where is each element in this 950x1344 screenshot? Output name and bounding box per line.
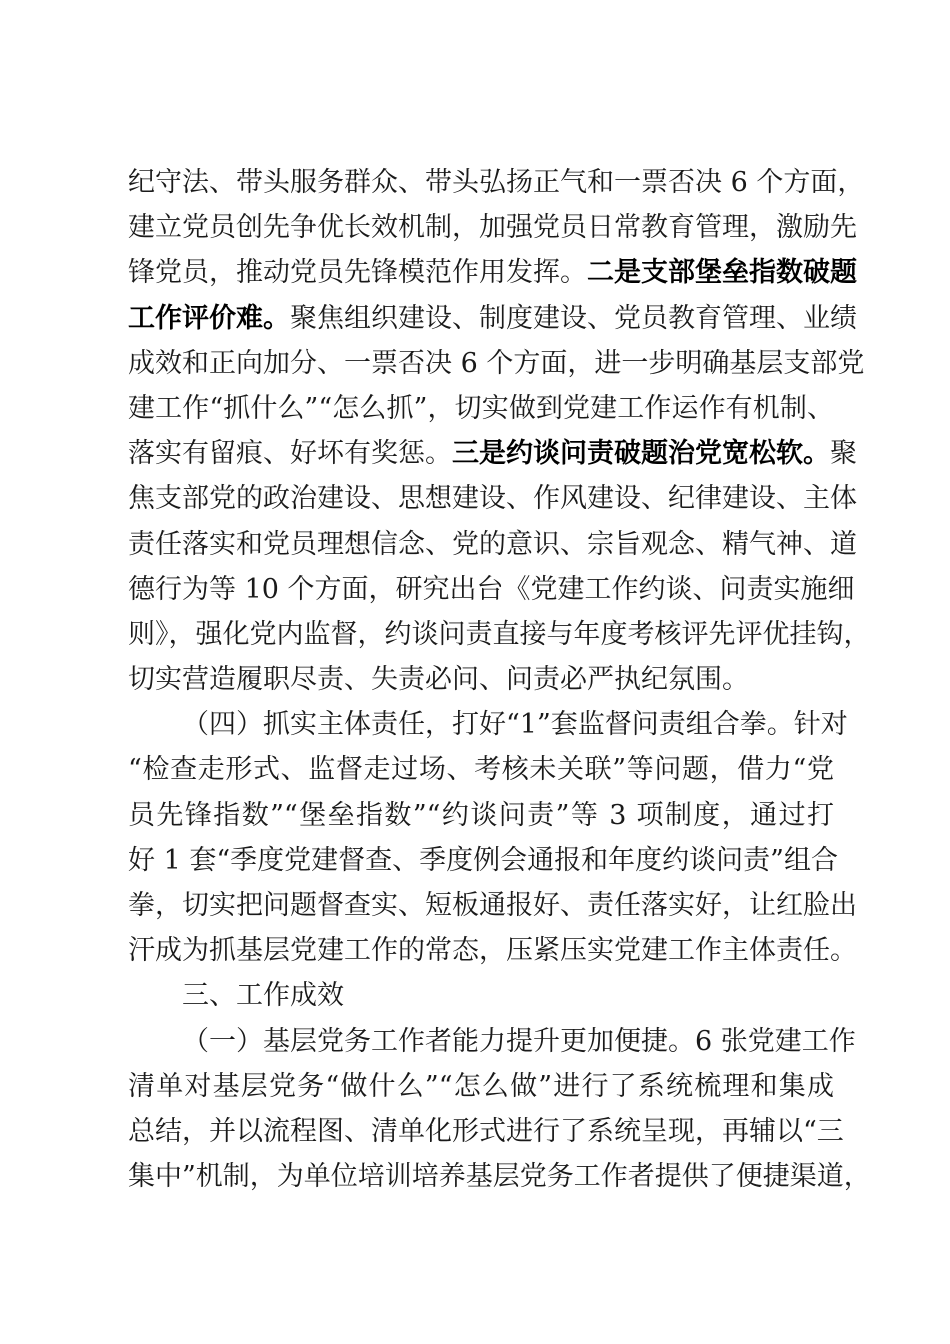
text-line bbox=[128, 431, 857, 476]
body-text: 落实有留痕、好坏有奖惩。 bbox=[128, 438, 452, 470]
body-text: 锋党员，推动党员先锋模范作用发挥。 bbox=[128, 257, 587, 289]
body-text: 聚焦组织建设、制度建设、党员教育管理、业绩 bbox=[290, 302, 857, 334]
text-line bbox=[128, 973, 834, 1018]
text-line bbox=[128, 341, 865, 386]
text-line bbox=[128, 1019, 856, 1064]
text-line bbox=[128, 838, 838, 883]
text-line bbox=[128, 883, 857, 928]
text-line bbox=[128, 928, 857, 973]
body-text: 清单对基层党务“做什么”“怎么做”进行了系统梳理和集成 bbox=[128, 1070, 834, 1102]
body-text: 责任落实和党员理想信念、党的意识、宗旨观念、精气神、道 bbox=[128, 528, 857, 560]
text-line bbox=[128, 702, 848, 747]
text-line bbox=[128, 657, 834, 702]
text-line bbox=[128, 1064, 834, 1109]
bold-heading-text: 二是支部堡垒指数破题 bbox=[587, 257, 857, 289]
text-line bbox=[128, 160, 865, 205]
body-text: 员先锋指数”“堡垒指数”“约谈问责”等 3 项制度，通过打 bbox=[128, 799, 834, 831]
text-line bbox=[128, 296, 857, 341]
text-line bbox=[128, 747, 834, 792]
body-text: 切实营造履职尽责、失责必问、问责必严执纪氛围。 bbox=[128, 664, 749, 696]
body-text: 好 1 套“季度党建督查、季度例会通报和年度约谈问责”组合 bbox=[128, 844, 838, 876]
body-text: 焦支部党的政治建设、思想建设、作风建设、纪律建设、主体 bbox=[128, 483, 857, 515]
text-line bbox=[128, 522, 857, 567]
body-text: 三、工作成效 bbox=[182, 980, 344, 1012]
body-text: 聚 bbox=[830, 438, 857, 470]
text-line bbox=[128, 793, 834, 838]
bold-heading-text: 工作评价难。 bbox=[128, 302, 290, 334]
bold-heading-text: 三是约谈问责破题治党宽松软。 bbox=[452, 438, 830, 470]
body-text: 则》，强化党内监督，约谈问责直接与年度考核评先评优挂钩， bbox=[128, 618, 871, 650]
body-text: （一）基层党务工作者能力提升更加便捷。6 张党建工作 bbox=[182, 1025, 856, 1057]
body-text: 纪守法、带头服务群众、带头弘扬正气和一票否决 6 个方面， bbox=[128, 167, 865, 198]
text-line bbox=[128, 1154, 871, 1199]
body-text: （四）抓实主体责任，打好“1”套监督问责组合拳。针对 bbox=[182, 709, 848, 741]
body-text: 成效和正向加分、一票否决 6 个方面，进一步明确基层支部党 bbox=[128, 347, 865, 379]
text-line bbox=[128, 476, 857, 521]
body-text: “检查走形式、监督走过场、考核未关联”等问题，借力“党 bbox=[128, 754, 834, 786]
body-text: 总结，并以流程图、清单化形式进行了系统呈现，再辅以“三 bbox=[128, 1115, 844, 1147]
body-text: 汗成为抓基层党建工作的常态，压紧压实党建工作主体责任。 bbox=[128, 935, 857, 967]
body-text: 建立党员创先争优长效机制，加强党员日常教育管理，激励先 bbox=[128, 212, 857, 244]
text-line bbox=[128, 612, 871, 657]
body-text: 德行为等 10 个方面，研究出台《党建工作约谈、问责实施细 bbox=[128, 573, 855, 605]
text-line bbox=[128, 567, 855, 612]
body-text: 集中”机制，为单位培训培养基层党务工作者提供了便捷渠道， bbox=[128, 1161, 871, 1193]
text-line bbox=[128, 386, 834, 431]
text-line bbox=[128, 1109, 844, 1154]
body-text: 拳，切实把问题督查实、短板通报好、责任落实好，让红脸出 bbox=[128, 890, 857, 921]
text-line bbox=[128, 250, 857, 295]
text-line bbox=[128, 205, 857, 250]
body-text: 建工作“抓什么”“怎么抓”，切实做到党建工作运作有机制、 bbox=[128, 392, 834, 424]
document-body bbox=[128, 160, 871, 1199]
